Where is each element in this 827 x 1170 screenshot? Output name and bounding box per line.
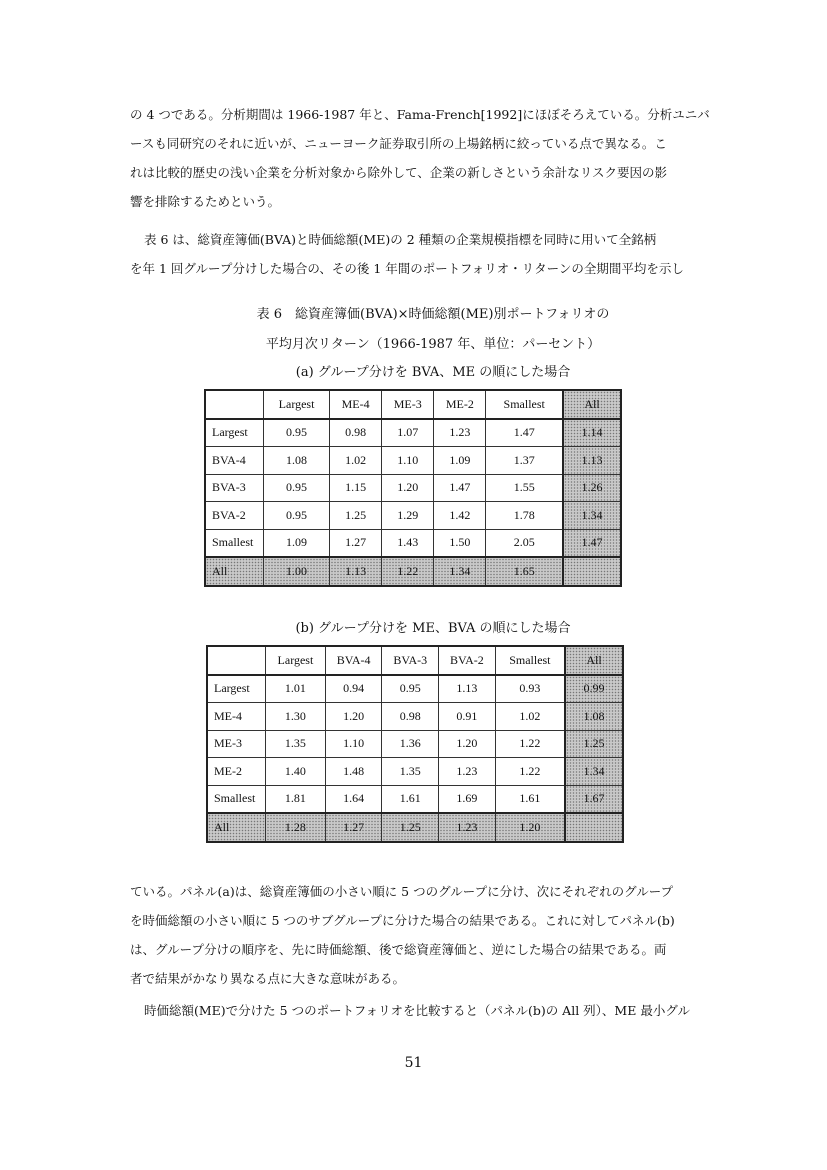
table-row	[205, 502, 621, 530]
row-header: BVA-3	[205, 474, 264, 502]
table-a	[204, 389, 622, 587]
table-cell	[563, 557, 621, 586]
table-cell: 1.02	[330, 447, 382, 475]
column-header: ME-4	[330, 390, 382, 419]
table-cell: 1.40	[266, 758, 326, 786]
table-corner-cell	[205, 390, 264, 419]
table-cell: 1.08	[264, 447, 330, 475]
row-header: Smallest	[205, 529, 264, 557]
table-cell: 0.95	[264, 419, 330, 447]
table-row	[205, 447, 621, 475]
table-cell: 1.20	[382, 474, 434, 502]
table-cell: 1.34	[563, 502, 621, 530]
column-header: ME-3	[382, 390, 434, 419]
table-cell: 1.47	[563, 529, 621, 557]
table-cell: 1.36	[382, 730, 439, 758]
row-header: BVA-4	[205, 447, 264, 475]
column-header: BVA-4	[325, 646, 382, 675]
table-cell: 1.10	[325, 730, 382, 758]
table-cell: 1.23	[434, 419, 486, 447]
table-cell: 1.34	[565, 758, 623, 786]
page-number: 51	[404, 1055, 423, 1071]
table-cell: 0.93	[495, 675, 565, 703]
paragraph-4	[130, 996, 736, 1025]
column-header-all: All	[565, 646, 623, 675]
text-line: 者で結果がかなり異なる点に大きな意味がある。	[130, 971, 406, 986]
table-cell: 1.65	[486, 557, 563, 586]
table-row	[207, 785, 623, 813]
table-cell: 1.35	[382, 758, 439, 786]
table-cell: 0.95	[382, 675, 439, 703]
table-cell: 1.78	[486, 502, 563, 530]
table-row	[205, 474, 621, 502]
text-line: の 4 つである。分析期間は 1966-1987 年と、Fama-French[1992]にほぼそろえている。分析ユニバ	[130, 107, 710, 122]
table-cell: 1.22	[382, 557, 434, 586]
table-cell: 1.43	[382, 529, 434, 557]
table-cell: 1.13	[439, 675, 496, 703]
text-line: は、グループ分けの順序を、先に時価総額、後で総資産簿価と、逆にした場合の結果である。両	[130, 942, 667, 957]
text-line: ている。パネル(a)は、総資産簿価の小さい順に 5 つのグループに分け、次にそれぞれのグループ	[130, 884, 674, 899]
table-cell: 1.10	[382, 447, 434, 475]
table-cell: 1.25	[330, 502, 382, 530]
row-header: Smallest	[207, 785, 266, 813]
table-cell: 0.98	[382, 703, 439, 731]
table-cell: 1.67	[565, 785, 623, 813]
table-cell: 1.25	[565, 730, 623, 758]
text-line: 時価総額(ME)で分けた 5 つのポートフォリオを比較すると（パネル(b)の All 列）、ME 最小グル	[144, 1003, 690, 1018]
table-cell: 1.81	[266, 785, 326, 813]
table-cell: 1.26	[563, 474, 621, 502]
table-cell: 1.20	[495, 813, 565, 842]
table-cell: 1.23	[439, 758, 496, 786]
table-row	[207, 703, 623, 731]
table-cell	[565, 813, 623, 842]
table-cell: 1.07	[382, 419, 434, 447]
table-cell: 1.22	[495, 730, 565, 758]
table-header-row	[207, 646, 623, 675]
table-row	[207, 730, 623, 758]
column-header: Largest	[266, 646, 326, 675]
table-caption-line-2: 平均月次リターン（1966-1987 年、単位：パーセント）	[265, 337, 601, 352]
column-header: BVA-3	[382, 646, 439, 675]
text-line: を時価総額の小さい順に 5 つのサブグループに分けた場合の結果である。これに対してパネル(b)	[130, 913, 675, 928]
table-a-subtitle: (a) グループ分けを BVA、ME の順にした場合	[295, 365, 571, 380]
table-cell: 1.35	[266, 730, 326, 758]
table-cell: 2.05	[486, 529, 563, 557]
table-cell: 1.37	[486, 447, 563, 475]
table-header-row	[205, 390, 621, 419]
row-header: All	[205, 557, 264, 586]
table-cell: 0.98	[330, 419, 382, 447]
table-cell: 1.28	[266, 813, 326, 842]
paragraph-3	[130, 877, 736, 993]
table-cell: 1.09	[264, 529, 330, 557]
column-header: ME-2	[434, 390, 486, 419]
table-cell: 1.55	[486, 474, 563, 502]
table-cell: 1.64	[325, 785, 382, 813]
table-cell: 0.99	[565, 675, 623, 703]
table-cell: 1.13	[330, 557, 382, 586]
table-cell: 1.34	[434, 557, 486, 586]
table-cell: 1.14	[563, 419, 621, 447]
column-header: Smallest	[495, 646, 565, 675]
column-header-all: All	[563, 390, 621, 419]
text-line: れは比較的歴史の浅い企業を分析対象から除外して、企業の新しさという余計なリスク要因の影	[130, 165, 668, 180]
table-cell: 1.42	[434, 502, 486, 530]
table-cell: 0.95	[264, 502, 330, 530]
table-cell: 1.22	[495, 758, 565, 786]
table-cell: 1.23	[439, 813, 496, 842]
paragraph-1	[130, 100, 736, 216]
row-header: ME-3	[207, 730, 266, 758]
table-cell: 1.20	[325, 703, 382, 731]
text-line: 表 6 は、総資産簿価(BVA)と時価総額(ME)の 2 種類の企業規模指標を同時に用いて全銘柄	[144, 232, 657, 247]
table-cell: 1.29	[382, 502, 434, 530]
table-corner-cell	[207, 646, 266, 675]
table-cell: 0.91	[439, 703, 496, 731]
table-cell: 1.01	[266, 675, 326, 703]
column-header: Smallest	[486, 390, 563, 419]
table-row-all	[207, 813, 623, 842]
text-line: ースも同研究のそれに近いが、ニューヨーク証券取引所の上場銘柄に絞っている点で異なる。こ	[130, 136, 667, 151]
row-header: ME-2	[207, 758, 266, 786]
table-row	[205, 419, 621, 447]
table-cell: 1.47	[434, 474, 486, 502]
text-line: 響を排除するためという。	[130, 194, 281, 209]
table-cell: 1.02	[495, 703, 565, 731]
table-cell: 1.00	[264, 557, 330, 586]
table-cell: 1.61	[382, 785, 439, 813]
row-header: BVA-2	[205, 502, 264, 530]
column-header: Largest	[264, 390, 330, 419]
table-b	[206, 645, 624, 843]
table-row-all	[205, 557, 621, 586]
text-line: を年 1 回グループ分けした場合の、その後 1 年間のポートフォリオ・リターンの全期間平均を示し	[130, 261, 684, 276]
table-cell: 1.50	[434, 529, 486, 557]
table-row	[207, 675, 623, 703]
table-cell: 1.27	[325, 813, 382, 842]
table-cell: 1.13	[563, 447, 621, 475]
table-cell: 1.20	[439, 730, 496, 758]
table-cell: 1.27	[330, 529, 382, 557]
row-header: ME-4	[207, 703, 266, 731]
table-cell: 0.94	[325, 675, 382, 703]
table-row	[205, 529, 621, 557]
row-header: All	[207, 813, 266, 842]
table-cell: 1.48	[325, 758, 382, 786]
row-header: Largest	[207, 675, 266, 703]
table-cell: 1.61	[495, 785, 565, 813]
table-cell: 0.95	[264, 474, 330, 502]
table-cell: 1.69	[439, 785, 496, 813]
table-cell: 1.09	[434, 447, 486, 475]
table-cell: 1.15	[330, 474, 382, 502]
paragraph-2	[130, 225, 736, 283]
table-cell: 1.08	[565, 703, 623, 731]
table-caption-line-1: 表 6 総資産簿価(BVA)×時価総額(ME)別ポートフォリオの	[256, 307, 610, 322]
column-header: BVA-2	[439, 646, 496, 675]
table-row	[207, 758, 623, 786]
table-cell: 1.30	[266, 703, 326, 731]
row-header: Largest	[205, 419, 264, 447]
table-cell: 1.47	[486, 419, 563, 447]
table-cell: 1.25	[382, 813, 439, 842]
table-b-subtitle: (b) グループ分けを ME、BVA の順にした場合	[295, 621, 571, 636]
